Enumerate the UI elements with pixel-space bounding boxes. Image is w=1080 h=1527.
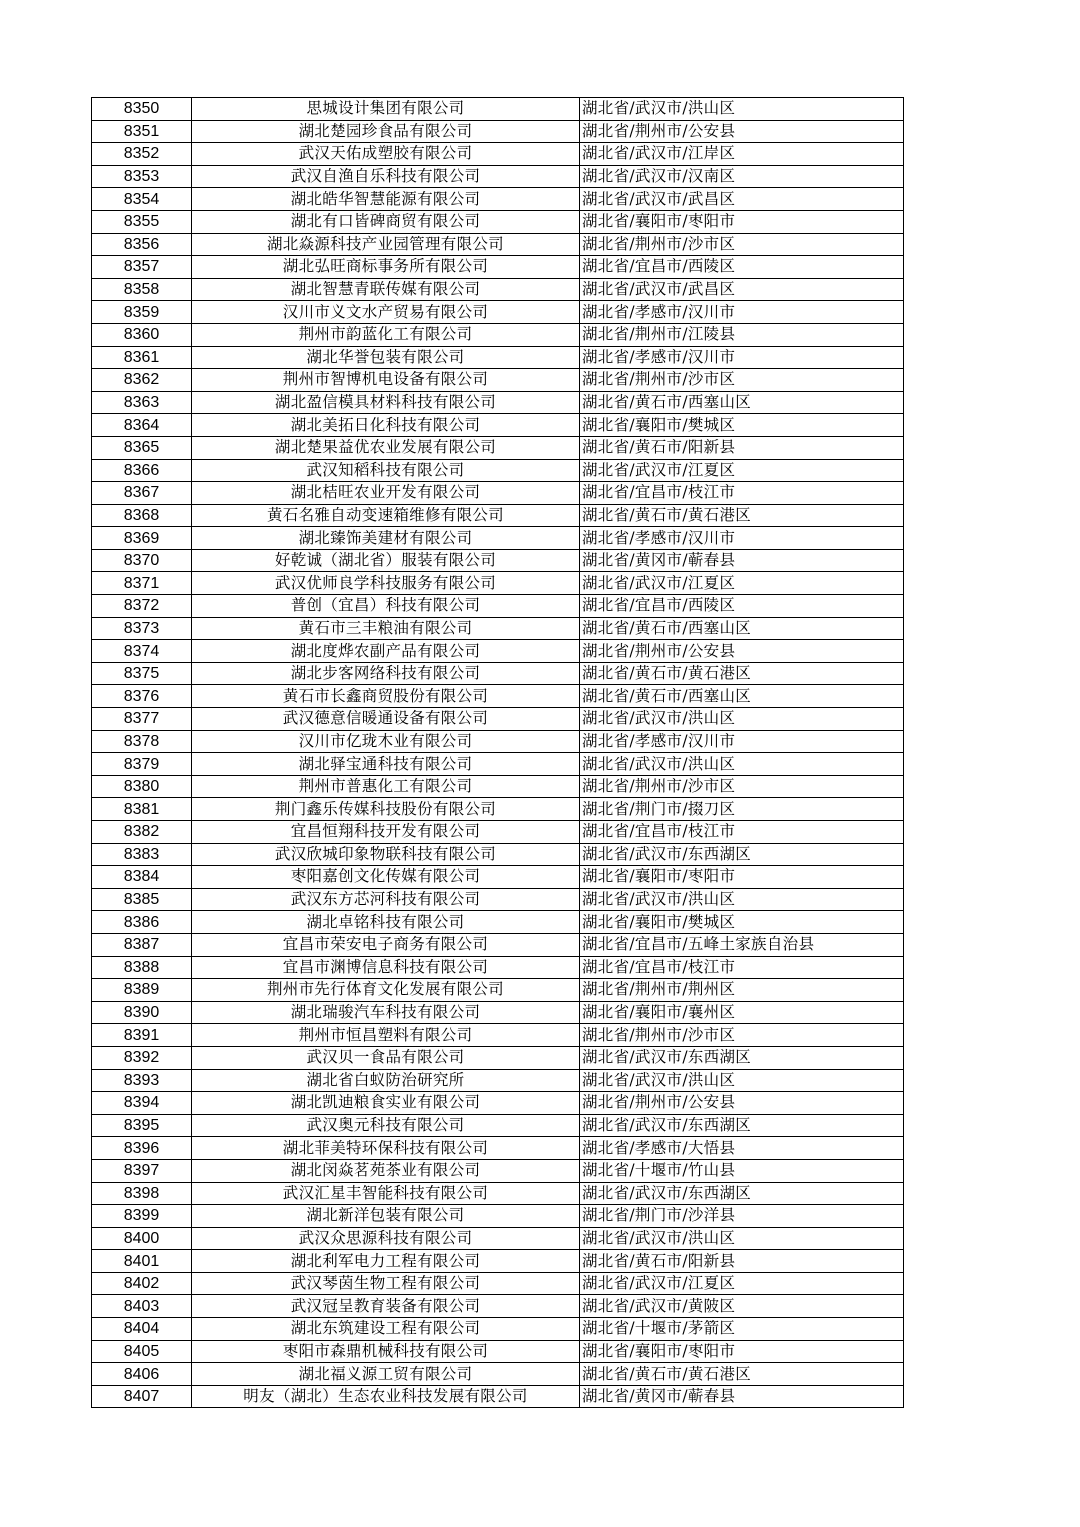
- table-row: [92, 595, 904, 618]
- table-row: [92, 1363, 904, 1386]
- company-name-cell: 宜昌恒翔科技开发有限公司: [192, 821, 580, 844]
- region-cell: 湖北省/宜昌市/西陵区: [580, 595, 904, 618]
- table-row: [92, 1250, 904, 1273]
- region-cell: 湖北省/荆州市/公安县: [580, 120, 904, 143]
- table-row: [92, 1385, 904, 1408]
- table-row: [92, 866, 904, 889]
- company-name-cell: 黄石名雅自动变速箱维修有限公司: [192, 504, 580, 527]
- row-number-cell: 8363: [92, 391, 192, 414]
- company-name-cell: 湖北东筑建设工程有限公司: [192, 1318, 580, 1341]
- company-name-cell: 武汉冠呈教育装备有限公司: [192, 1295, 580, 1318]
- table-row: [92, 956, 904, 979]
- company-name-cell: 湖北华誉包装有限公司: [192, 346, 580, 369]
- table-row: [92, 979, 904, 1002]
- row-number-cell: 8371: [92, 572, 192, 595]
- table-row: [92, 120, 904, 143]
- table-body: [92, 98, 904, 1408]
- company-name-cell: 湖北瑞骏汽车科技有限公司: [192, 1001, 580, 1024]
- region-cell: 湖北省/武汉市/东西湖区: [580, 1182, 904, 1205]
- table-row: [92, 369, 904, 392]
- row-number-cell: 8396: [92, 1137, 192, 1160]
- company-name-cell: 普创（宜昌）科技有限公司: [192, 595, 580, 618]
- row-number-cell: 8407: [92, 1385, 192, 1408]
- company-name-cell: 湖北盈信模具材料科技有限公司: [192, 391, 580, 414]
- row-number-cell: 8390: [92, 1001, 192, 1024]
- company-name-cell: 湖北凯迪粮食实业有限公司: [192, 1092, 580, 1115]
- row-number-cell: 8353: [92, 165, 192, 188]
- company-name-cell: 湖北菲美特环保科技有限公司: [192, 1137, 580, 1160]
- table-row: [92, 346, 904, 369]
- region-cell: 湖北省/武汉市/武昌区: [580, 278, 904, 301]
- table-row: [92, 233, 904, 256]
- region-cell: 湖北省/孝感市/大悟县: [580, 1137, 904, 1160]
- row-number-cell: 8376: [92, 685, 192, 708]
- region-cell: 湖北省/荆州市/沙市区: [580, 1024, 904, 1047]
- table-row: [92, 730, 904, 753]
- company-list-table: [91, 97, 904, 1408]
- region-cell: 湖北省/荆门市/掇刀区: [580, 798, 904, 821]
- company-name-cell: 湖北利军电力工程有限公司: [192, 1250, 580, 1273]
- region-cell: 湖北省/武汉市/洪山区: [580, 753, 904, 776]
- row-number-cell: 8369: [92, 527, 192, 550]
- row-number-cell: 8374: [92, 640, 192, 663]
- row-number-cell: 8356: [92, 233, 192, 256]
- company-name-cell: 武汉欣城印象物联科技有限公司: [192, 843, 580, 866]
- table-row: [92, 1318, 904, 1341]
- company-name-cell: 湖北智慧青联传媒有限公司: [192, 278, 580, 301]
- row-number-cell: 8377: [92, 708, 192, 731]
- table-row: [92, 1046, 904, 1069]
- company-name-cell: 武汉众思源科技有限公司: [192, 1227, 580, 1250]
- table-row: [92, 888, 904, 911]
- company-name-cell: 湖北步客网络科技有限公司: [192, 662, 580, 685]
- company-name-cell: 湖北焱源科技产业园管理有限公司: [192, 233, 580, 256]
- region-cell: 湖北省/武汉市/江夏区: [580, 1272, 904, 1295]
- region-cell: 湖北省/武汉市/江夏区: [580, 459, 904, 482]
- company-name-cell: 湖北楚园珍食品有限公司: [192, 120, 580, 143]
- company-name-cell: 湖北皓华智慧能源有限公司: [192, 188, 580, 211]
- company-name-cell: 枣阳市森鼎机械科技有限公司: [192, 1340, 580, 1363]
- region-cell: 湖北省/黄石市/阳新县: [580, 1250, 904, 1273]
- row-number-cell: 8362: [92, 369, 192, 392]
- table-row: [92, 278, 904, 301]
- company-name-cell: 湖北福义源工贸有限公司: [192, 1363, 580, 1386]
- region-cell: 湖北省/十堰市/茅箭区: [580, 1318, 904, 1341]
- company-name-cell: 荆州市先行体育文化发展有限公司: [192, 979, 580, 1002]
- row-number-cell: 8393: [92, 1069, 192, 1092]
- row-number-cell: 8388: [92, 956, 192, 979]
- row-number-cell: 8402: [92, 1272, 192, 1295]
- region-cell: 湖北省/荆州市/公安县: [580, 640, 904, 663]
- company-name-cell: 武汉贝一食品有限公司: [192, 1046, 580, 1069]
- table-row: [92, 165, 904, 188]
- company-name-cell: 武汉东方芯河科技有限公司: [192, 888, 580, 911]
- region-cell: 湖北省/荆州市/江陵县: [580, 323, 904, 346]
- company-name-cell: 武汉德意信暖通设备有限公司: [192, 708, 580, 731]
- region-cell: 湖北省/孝感市/汉川市: [580, 346, 904, 369]
- company-name-cell: 湖北楚果益优农业发展有限公司: [192, 436, 580, 459]
- row-number-cell: 8380: [92, 775, 192, 798]
- row-number-cell: 8404: [92, 1318, 192, 1341]
- company-name-cell: 武汉琴茵生物工程有限公司: [192, 1272, 580, 1295]
- row-number-cell: 8401: [92, 1250, 192, 1273]
- row-number-cell: 8387: [92, 933, 192, 956]
- table-row: [92, 1024, 904, 1047]
- company-name-cell: 湖北度烨农副产品有限公司: [192, 640, 580, 663]
- region-cell: 湖北省/武汉市/江岸区: [580, 143, 904, 166]
- region-cell: 湖北省/襄阳市/樊城区: [580, 414, 904, 437]
- region-cell: 湖北省/武汉市/洪山区: [580, 98, 904, 121]
- table-row: [92, 1114, 904, 1137]
- row-number-cell: 8405: [92, 1340, 192, 1363]
- table-row: [92, 188, 904, 211]
- region-cell: 湖北省/孝感市/汉川市: [580, 730, 904, 753]
- region-cell: 湖北省/武汉市/东西湖区: [580, 1046, 904, 1069]
- row-number-cell: 8361: [92, 346, 192, 369]
- company-name-cell: 明友（湖北）生态农业科技发展有限公司: [192, 1385, 580, 1408]
- table-row: [92, 1227, 904, 1250]
- row-number-cell: 8366: [92, 459, 192, 482]
- company-name-cell: 湖北卓铭科技有限公司: [192, 911, 580, 934]
- region-cell: 湖北省/宜昌市/枝江市: [580, 821, 904, 844]
- region-cell: 湖北省/黄冈市/蕲春县: [580, 1385, 904, 1408]
- company-name-cell: 枣阳嘉创文化传媒有限公司: [192, 866, 580, 889]
- table-row: [92, 640, 904, 663]
- row-number-cell: 8370: [92, 549, 192, 572]
- row-number-cell: 8378: [92, 730, 192, 753]
- table-row: [92, 821, 904, 844]
- region-cell: 湖北省/武汉市/武昌区: [580, 188, 904, 211]
- region-cell: 湖北省/荆门市/沙洋县: [580, 1205, 904, 1228]
- company-name-cell: 湖北美拓日化科技有限公司: [192, 414, 580, 437]
- region-cell: 湖北省/荆州市/沙市区: [580, 775, 904, 798]
- row-number-cell: 8403: [92, 1295, 192, 1318]
- company-name-cell: 湖北有口皆碑商贸有限公司: [192, 210, 580, 233]
- company-name-cell: 湖北省白蚁防治研究所: [192, 1069, 580, 1092]
- region-cell: 湖北省/荆州市/沙市区: [580, 369, 904, 392]
- table-row: [92, 933, 904, 956]
- region-cell: 湖北省/十堰市/竹山县: [580, 1159, 904, 1182]
- table-row: [92, 482, 904, 505]
- row-number-cell: 8372: [92, 595, 192, 618]
- table-row: [92, 143, 904, 166]
- region-cell: 湖北省/荆州市/荆州区: [580, 979, 904, 1002]
- table-row: [92, 753, 904, 776]
- company-name-cell: 汉川市亿珑木业有限公司: [192, 730, 580, 753]
- region-cell: 湖北省/宜昌市/西陵区: [580, 256, 904, 279]
- table-row: [92, 323, 904, 346]
- row-number-cell: 8350: [92, 98, 192, 121]
- table-row: [92, 549, 904, 572]
- company-name-cell: 荆州市恒昌塑料有限公司: [192, 1024, 580, 1047]
- row-number-cell: 8397: [92, 1159, 192, 1182]
- region-cell: 湖北省/黄石市/西塞山区: [580, 617, 904, 640]
- company-name-cell: 武汉优师良学科技服务有限公司: [192, 572, 580, 595]
- region-cell: 湖北省/荆州市/公安县: [580, 1092, 904, 1115]
- company-name-cell: 武汉汇星丰智能科技有限公司: [192, 1182, 580, 1205]
- region-cell: 湖北省/黄石市/西塞山区: [580, 391, 904, 414]
- region-cell: 湖北省/武汉市/汉南区: [580, 165, 904, 188]
- region-cell: 湖北省/荆州市/沙市区: [580, 233, 904, 256]
- row-number-cell: 8399: [92, 1205, 192, 1228]
- company-name-cell: 思城设计集团有限公司: [192, 98, 580, 121]
- table-row: [92, 414, 904, 437]
- region-cell: 湖北省/武汉市/洪山区: [580, 1069, 904, 1092]
- row-number-cell: 8386: [92, 911, 192, 934]
- company-name-cell: 武汉知稻科技有限公司: [192, 459, 580, 482]
- region-cell: 湖北省/武汉市/江夏区: [580, 572, 904, 595]
- row-number-cell: 8360: [92, 323, 192, 346]
- row-number-cell: 8392: [92, 1046, 192, 1069]
- table-row: [92, 775, 904, 798]
- company-name-cell: 好乾诚（湖北省）服装有限公司: [192, 549, 580, 572]
- row-number-cell: 8359: [92, 301, 192, 324]
- region-cell: 湖北省/黄冈市/蕲春县: [580, 549, 904, 572]
- region-cell: 湖北省/黄石市/黄石港区: [580, 1363, 904, 1386]
- region-cell: 湖北省/黄石市/西塞山区: [580, 685, 904, 708]
- region-cell: 湖北省/襄阳市/樊城区: [580, 911, 904, 934]
- row-number-cell: 8381: [92, 798, 192, 821]
- table-row: [92, 572, 904, 595]
- region-cell: 湖北省/宜昌市/枝江市: [580, 956, 904, 979]
- row-number-cell: 8368: [92, 504, 192, 527]
- row-number-cell: 8373: [92, 617, 192, 640]
- company-name-cell: 湖北弘旺商标事务所有限公司: [192, 256, 580, 279]
- table-row: [92, 391, 904, 414]
- row-number-cell: 8382: [92, 821, 192, 844]
- table-row: [92, 1182, 904, 1205]
- company-name-cell: 宜昌市荣安电子商务有限公司: [192, 933, 580, 956]
- company-name-cell: 黄石市三丰粮油有限公司: [192, 617, 580, 640]
- table-row: [92, 617, 904, 640]
- row-number-cell: 8367: [92, 482, 192, 505]
- table-row: [92, 301, 904, 324]
- row-number-cell: 8398: [92, 1182, 192, 1205]
- table-row: [92, 1272, 904, 1295]
- region-cell: 湖北省/武汉市/东西湖区: [580, 843, 904, 866]
- region-cell: 湖北省/宜昌市/枝江市: [580, 482, 904, 505]
- table-row: [92, 436, 904, 459]
- table-row: [92, 708, 904, 731]
- row-number-cell: 8375: [92, 662, 192, 685]
- region-cell: 湖北省/孝感市/汉川市: [580, 527, 904, 550]
- company-name-cell: 湖北桔旺农业开发有限公司: [192, 482, 580, 505]
- region-cell: 湖北省/孝感市/汉川市: [580, 301, 904, 324]
- row-number-cell: 8383: [92, 843, 192, 866]
- table-row: [92, 1205, 904, 1228]
- region-cell: 湖北省/武汉市/黄陂区: [580, 1295, 904, 1318]
- region-cell: 湖北省/黄石市/黄石港区: [580, 662, 904, 685]
- row-number-cell: 8395: [92, 1114, 192, 1137]
- table-row: [92, 1069, 904, 1092]
- company-name-cell: 武汉奥元科技有限公司: [192, 1114, 580, 1137]
- row-number-cell: 8364: [92, 414, 192, 437]
- table-row: [92, 843, 904, 866]
- table-row: [92, 911, 904, 934]
- region-cell: 湖北省/襄阳市/枣阳市: [580, 866, 904, 889]
- row-number-cell: 8389: [92, 979, 192, 1002]
- row-number-cell: 8357: [92, 256, 192, 279]
- region-cell: 湖北省/黄石市/阳新县: [580, 436, 904, 459]
- row-number-cell: 8406: [92, 1363, 192, 1386]
- table-row: [92, 1295, 904, 1318]
- row-number-cell: 8358: [92, 278, 192, 301]
- region-cell: 湖北省/武汉市/洪山区: [580, 888, 904, 911]
- region-cell: 湖北省/宜昌市/五峰土家族自治县: [580, 933, 904, 956]
- row-number-cell: 8352: [92, 143, 192, 166]
- table-row: [92, 256, 904, 279]
- row-number-cell: 8384: [92, 866, 192, 889]
- row-number-cell: 8385: [92, 888, 192, 911]
- table-row: [92, 98, 904, 121]
- table-row: [92, 1340, 904, 1363]
- region-cell: 湖北省/襄阳市/枣阳市: [580, 1340, 904, 1363]
- row-number-cell: 8355: [92, 210, 192, 233]
- company-name-cell: 湖北新洋包装有限公司: [192, 1205, 580, 1228]
- company-name-cell: 荆州市普惠化工有限公司: [192, 775, 580, 798]
- company-name-cell: 武汉天佑成塑胶有限公司: [192, 143, 580, 166]
- company-name-cell: 黄石市长鑫商贸股份有限公司: [192, 685, 580, 708]
- table-row: [92, 685, 904, 708]
- region-cell: 湖北省/襄阳市/枣阳市: [580, 210, 904, 233]
- row-number-cell: 8354: [92, 188, 192, 211]
- row-number-cell: 8365: [92, 436, 192, 459]
- table-row: [92, 210, 904, 233]
- region-cell: 湖北省/武汉市/洪山区: [580, 708, 904, 731]
- company-name-cell: 荆州市智博机电设备有限公司: [192, 369, 580, 392]
- company-name-cell: 武汉自渔自乐科技有限公司: [192, 165, 580, 188]
- row-number-cell: 8400: [92, 1227, 192, 1250]
- table-row: [92, 459, 904, 482]
- table-row: [92, 504, 904, 527]
- region-cell: 湖北省/黄石市/黄石港区: [580, 504, 904, 527]
- company-name-cell: 汉川市义文水产贸易有限公司: [192, 301, 580, 324]
- table-row: [92, 1001, 904, 1024]
- region-cell: 湖北省/武汉市/洪山区: [580, 1227, 904, 1250]
- region-cell: 湖北省/武汉市/东西湖区: [580, 1114, 904, 1137]
- table-row: [92, 527, 904, 550]
- table-row: [92, 798, 904, 821]
- row-number-cell: 8394: [92, 1092, 192, 1115]
- company-name-cell: 湖北臻饰美建材有限公司: [192, 527, 580, 550]
- company-name-cell: 荆门鑫乐传媒科技股份有限公司: [192, 798, 580, 821]
- row-number-cell: 8379: [92, 753, 192, 776]
- table-row: [92, 662, 904, 685]
- region-cell: 湖北省/襄阳市/襄州区: [580, 1001, 904, 1024]
- company-name-cell: 湖北闵焱茗苑茶业有限公司: [192, 1159, 580, 1182]
- table-row: [92, 1137, 904, 1160]
- row-number-cell: 8391: [92, 1024, 192, 1047]
- company-name-cell: 湖北驿宝通科技有限公司: [192, 753, 580, 776]
- company-name-cell: 宜昌市渊博信息科技有限公司: [192, 956, 580, 979]
- table-row: [92, 1092, 904, 1115]
- company-name-cell: 荆州市韵蓝化工有限公司: [192, 323, 580, 346]
- row-number-cell: 8351: [92, 120, 192, 143]
- table-row: [92, 1159, 904, 1182]
